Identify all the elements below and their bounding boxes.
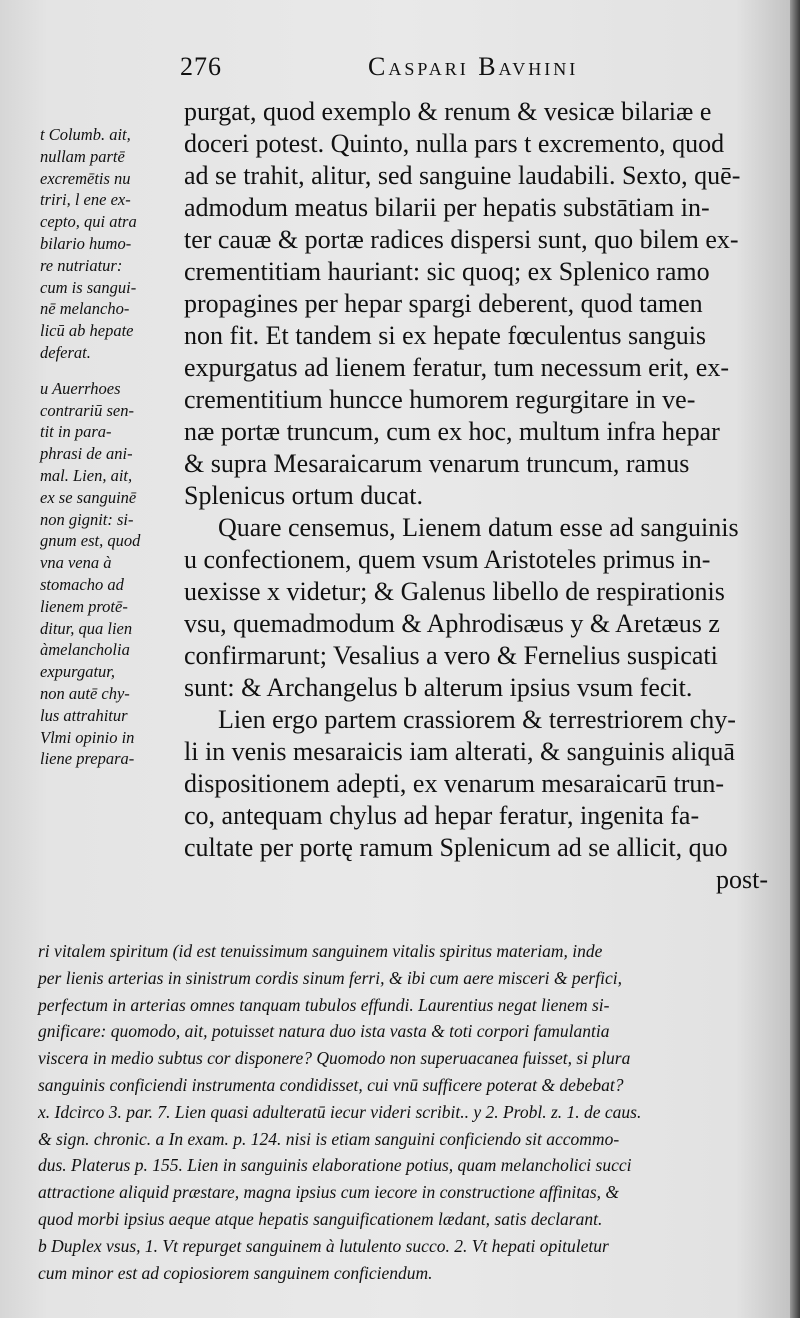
text-line: sunt: & Archangelus b alterum ipsius vsum fecit. xyxy=(184,673,693,702)
text-line: admodum meatus bilarii per hepatis substātiam in- xyxy=(184,193,710,222)
footnote-line: x. Idcirco 3. par. 7. Lien quasi adulteratū iecur videri scribit.. y 2. Probl. z. 1. de caus. xyxy=(38,1101,642,1122)
margin-note-line: contrariū sen- xyxy=(40,400,134,420)
footnote-line: gnificare: quomodo, ait, potuisset natura duo ista vasta & toti corpori famulantia xyxy=(38,1021,610,1042)
footnote-line: per lienis arterias in sinistrum cordis sinum ferri, & ibi cum aere misceri & perfici, xyxy=(38,967,622,988)
text-line: purgat, quod exemplo & renum & vesicæ bilariæ e xyxy=(184,97,712,126)
paragraph-start-line: Lien ergo partem crassiorem & terrestriorem chy- xyxy=(218,705,736,734)
text-line: ter cauæ & portæ radices dispersi sunt, quo bilem ex- xyxy=(184,225,739,254)
footnote-line: perfectum in arterias omnes tanquam tubulos effundi. Laurentius negat lienem si- xyxy=(38,994,610,1015)
text-line: confirmarunt; Vesalius a vero & Fernelius suspicati xyxy=(184,641,718,670)
margin-note-line: triri, l ene ex- xyxy=(40,190,131,210)
footnote-line: attractione aliquid præstare, magna ipsius cum iecore in constructione affinitas, & xyxy=(38,1182,620,1203)
text-line: & supra Mesaraicarum venarum truncum, ramus xyxy=(184,449,690,478)
margin-note-line: tit in para- xyxy=(40,422,112,442)
margin-note-line: non autē chy- xyxy=(40,683,130,703)
margin-note-line: nullam partē xyxy=(40,146,125,166)
footnote-line: dus. Platerus p. 155. Lien in sanguinis elaboratione potius, quam melancholici succi xyxy=(38,1155,632,1176)
catchword: post- xyxy=(716,865,768,894)
margin-note-line: phrasi de ani- xyxy=(40,444,133,464)
text-line: non fit. Et tandem si ex hepate fœculentus sanguis xyxy=(184,321,707,350)
margin-note-line: u Auerrhoes xyxy=(40,378,121,398)
margin-note-line: gnum est, quod xyxy=(40,531,141,551)
paragraph-start-line: Quare censemus, Lienem datum esse ad sanguinis xyxy=(218,513,739,542)
main-text-block xyxy=(184,96,770,896)
running-title: Caspari Bavhini xyxy=(368,52,579,81)
margin-note-line: excremētis nu xyxy=(40,168,131,188)
footnote-line: viscera in medio subtus cor disponere? Quomodo non superuacanea fuisset, si plura xyxy=(38,1048,631,1069)
text-line: cultate per portę ramum Splenicum ad se allicit, quo xyxy=(184,833,728,862)
footnote-line: sanguinis conficiendi instrumenta condidisset, cui vnū sufficere poterat & debebat? xyxy=(38,1074,624,1095)
margin-note-line: non gignit: si- xyxy=(40,509,134,529)
margin-note-line: liene prepara- xyxy=(40,749,135,769)
footnote-line: & sign. chronic. a In exam. p. 124. nisi is etiam sanguini conficiendo sit accommo- xyxy=(38,1128,620,1149)
margin-note-line: t Columb. ait, xyxy=(40,125,131,144)
margin-notes xyxy=(40,124,180,770)
text-line: næ portæ truncum, cum ex hoc, multum infra hepar xyxy=(184,417,720,446)
margin-note-line: stomacho ad xyxy=(40,574,124,594)
margin-note-line: cum is sangui- xyxy=(40,277,137,297)
text-line: u confectionem, quem vsum Aristoteles primus in- xyxy=(184,545,711,574)
margin-note-line: ex se sanguinē xyxy=(40,487,137,507)
margin-note-line: lus attrahitur xyxy=(40,705,128,725)
margin-note-line: licū ab hepate xyxy=(40,321,134,341)
text-line: crementitiam hauriant: sic quoq; ex Splenico ramo xyxy=(184,257,710,286)
text-line: uexisse x videtur; & Galenus libello de respirationis xyxy=(184,577,725,606)
margin-note-line: ditur, qua lien xyxy=(40,618,133,638)
footnote-line: quod morbi ipsius aeque atque hepatis sanguificationem lædant, satis declarant. xyxy=(38,1208,603,1229)
margin-note-line: mal. Lien, ait, xyxy=(40,465,133,485)
footnote-line: ri vitalem spiritum (id est tenuissimum sanguinem vitalis spiritus materiam, inde xyxy=(38,941,603,961)
text-line: ad se trahit, alitur, sed sanguine laudabili. Sexto, quē- xyxy=(184,161,741,190)
page-edge-shadow xyxy=(790,0,800,1318)
margin-note-line: re nutriatur: xyxy=(40,255,123,275)
text-line: li in venis mesaraicis iam alterati, & sanguinis aliquā xyxy=(184,737,735,766)
text-line: vsu, quemadmodum & Aphrodisæus y & Aretæus z xyxy=(184,609,720,638)
margin-note-line: cepto, qui atra xyxy=(40,212,137,232)
text-line: Splenicus ortum ducat. xyxy=(184,481,424,510)
text-line: doceri potest. Quinto, nulla pars t excremento, quod xyxy=(184,129,725,158)
margin-note-line: lienem protē- xyxy=(40,596,128,616)
footnote-line: b Duplex vsus, 1. Vt repurget sanguinem à lutulento succo. 2. Vt hepati opituletur xyxy=(38,1235,609,1256)
margin-note-line: expurgatur, xyxy=(40,662,116,682)
text-line: expurgatus ad lienem feratur, tum necessum erit, ex- xyxy=(184,353,730,382)
margin-note-line: bilario humo- xyxy=(40,233,132,253)
text-line: co, antequam chylus ad hepar feratur, ingenita fa- xyxy=(184,801,700,830)
text-line: propagines per hepar spargi deberent, quod tamen xyxy=(184,289,703,318)
footnotes-block xyxy=(38,938,778,1286)
margin-note-gap xyxy=(40,364,180,378)
text-line: dispositionem adepti, ex venarum mesaraicarū trun- xyxy=(184,769,725,798)
page-number: 276 xyxy=(180,52,222,81)
margin-note-line: Vlmi opinio in xyxy=(40,727,135,747)
margin-note-line: deferat. xyxy=(40,342,91,362)
margin-note-line: nē melancho- xyxy=(40,299,130,319)
text-line: crementitium huncce humorem regurgitare in ve- xyxy=(184,385,696,414)
running-head xyxy=(180,52,770,86)
margin-note-line: àmelancholia xyxy=(40,640,130,660)
footnote-line: cum minor est ad copiosiorem sanguinem conficiendum. xyxy=(38,1262,433,1283)
margin-note-line: vna vena à xyxy=(40,553,112,573)
